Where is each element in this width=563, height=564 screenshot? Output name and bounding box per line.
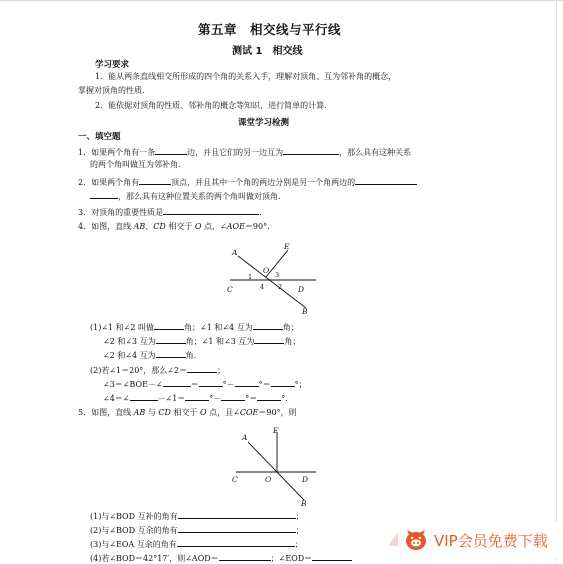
part-2-line-1: (2)若∠1＝20°，那么∠2＝ ；: [90, 366, 226, 375]
answer-blank[interactable]: [219, 552, 271, 561]
question-3: 3．对顶角的重要性质是 ．: [78, 208, 268, 217]
label-b: B: [302, 307, 308, 316]
question-4: 4．如图，直线 AB、CD 相交于 O 点，∠AOE＝90°．: [78, 222, 276, 231]
page-border-top: [0, 0, 563, 1]
angle-label-2: 2: [278, 283, 283, 291]
label-e: E: [273, 426, 279, 435]
answer-blank[interactable]: [235, 378, 259, 387]
answer-blank[interactable]: [187, 364, 217, 373]
answer-blank[interactable]: [139, 176, 171, 185]
vip-download-text: VIP会员免费下载: [434, 532, 548, 550]
fill-in-blank-heading: 一、填空题: [78, 132, 121, 142]
angle-label-1: 1: [248, 273, 253, 281]
pig-face-icon: [404, 528, 428, 552]
page-border-right: [556, 0, 557, 561]
question-2-line-1: 2．如果两个角有 顶点，并且其中一个角的两边分别是另一个角两边的: [78, 176, 417, 188]
q5-part-4: (4)若∠BOD＝42°17′，则∠AOD＝ ；∠EOD＝: [90, 552, 352, 564]
line-ab: [238, 256, 306, 308]
question-1-line-1: 1．如果两个角有一条 边，并且它们的另一边互为 ，那么具有这种关系: [78, 148, 412, 157]
figure-2-intersecting-lines: [228, 426, 323, 506]
answer-blank[interactable]: [163, 378, 191, 387]
label-o: O: [263, 266, 270, 275]
label-d: D: [302, 475, 309, 484]
answer-blank[interactable]: [257, 392, 281, 401]
angle-label-4: 4: [260, 283, 265, 291]
answer-blank[interactable]: [271, 378, 295, 387]
vip-download-badge[interactable]: [398, 522, 563, 558]
part-2-line-3: ∠4＝∠ －∠1＝ °－ °＝ °．: [103, 394, 294, 403]
answer-blank[interactable]: [254, 335, 284, 344]
answer-blank[interactable]: [154, 321, 184, 330]
answer-blank[interactable]: [156, 335, 186, 344]
label-a: A: [232, 248, 238, 257]
answer-blank[interactable]: [156, 349, 186, 358]
answer-blank[interactable]: [312, 552, 352, 561]
answer-blank[interactable]: [283, 146, 339, 155]
angle-label-3: 3: [275, 271, 280, 279]
q5-part-1: (1)与∠BOD 互补的角有 ；: [90, 512, 304, 521]
answer-blank[interactable]: [178, 510, 296, 519]
label-c: C: [227, 285, 233, 294]
requirement-1-line-2: 掌握对顶角的性质．: [78, 86, 150, 95]
answer-blank[interactable]: [355, 176, 417, 185]
label-b: B: [301, 499, 307, 506]
figure-1-intersecting-lines: [220, 240, 330, 316]
answer-blank[interactable]: [163, 206, 259, 215]
part-1-line-2: ∠2 和∠3 互为 角；∠1 和∠3 互为 角；: [103, 337, 301, 346]
q5-part-3: (3)与∠EOA 互余的角有 ；: [90, 540, 303, 549]
part-1-line-3: ∠2 和∠4 互为 角．: [103, 351, 202, 360]
part-1-line-1: (1)∠1 和∠2 叫做 角；∠1 和∠4 互为 角；: [90, 323, 299, 332]
classroom-check-heading: 课堂学习检测: [238, 118, 290, 128]
requirement-1-line-1: 1．能从两条直线相交所形成的四个角的关系入手，理解对顶角、互为邻补角的概念，: [95, 72, 397, 81]
answer-blank[interactable]: [185, 392, 209, 401]
answer-blank[interactable]: [130, 392, 158, 401]
requirements-heading: 学习要求: [95, 60, 130, 70]
watermark-corner-fold: [388, 532, 398, 546]
answer-blank[interactable]: [90, 190, 118, 199]
question-5: 5．如图，直线 AB 与 CD 相交于 O 点，且∠COE＝90°，则: [78, 408, 297, 417]
answer-blank[interactable]: [199, 378, 223, 387]
part-2-line-2: ∠3＝∠BOE－∠ ＝ °－ °＝ °；: [103, 380, 307, 389]
label-o: O: [265, 475, 272, 484]
answer-blank[interactable]: [155, 146, 187, 155]
q5-part-2: (2)与∠BOD 互余的角有 ；: [90, 526, 304, 535]
line-ab: [248, 442, 304, 500]
label-a: A: [242, 433, 248, 442]
question-2-line-2: ，那么具有这种位置关系的两个角叫做对顶角．: [90, 190, 286, 202]
answer-blank[interactable]: [253, 321, 283, 330]
label-d: D: [298, 285, 305, 294]
answer-blank[interactable]: [178, 524, 296, 533]
answer-blank[interactable]: [221, 392, 245, 401]
answer-blank[interactable]: [177, 538, 295, 547]
requirement-2: 2．能依据对顶角的性质、邻补角的概念等知识，进行简单的计算．: [95, 101, 333, 110]
chapter-title: 第五章 相交线与平行线: [198, 22, 342, 37]
section-subtitle: 测试 1 相交线: [232, 46, 303, 57]
question-1-line-2: 的两个角叫做互为邻补角．: [90, 160, 186, 169]
label-c: C: [232, 475, 238, 484]
label-e: E: [284, 242, 290, 251]
